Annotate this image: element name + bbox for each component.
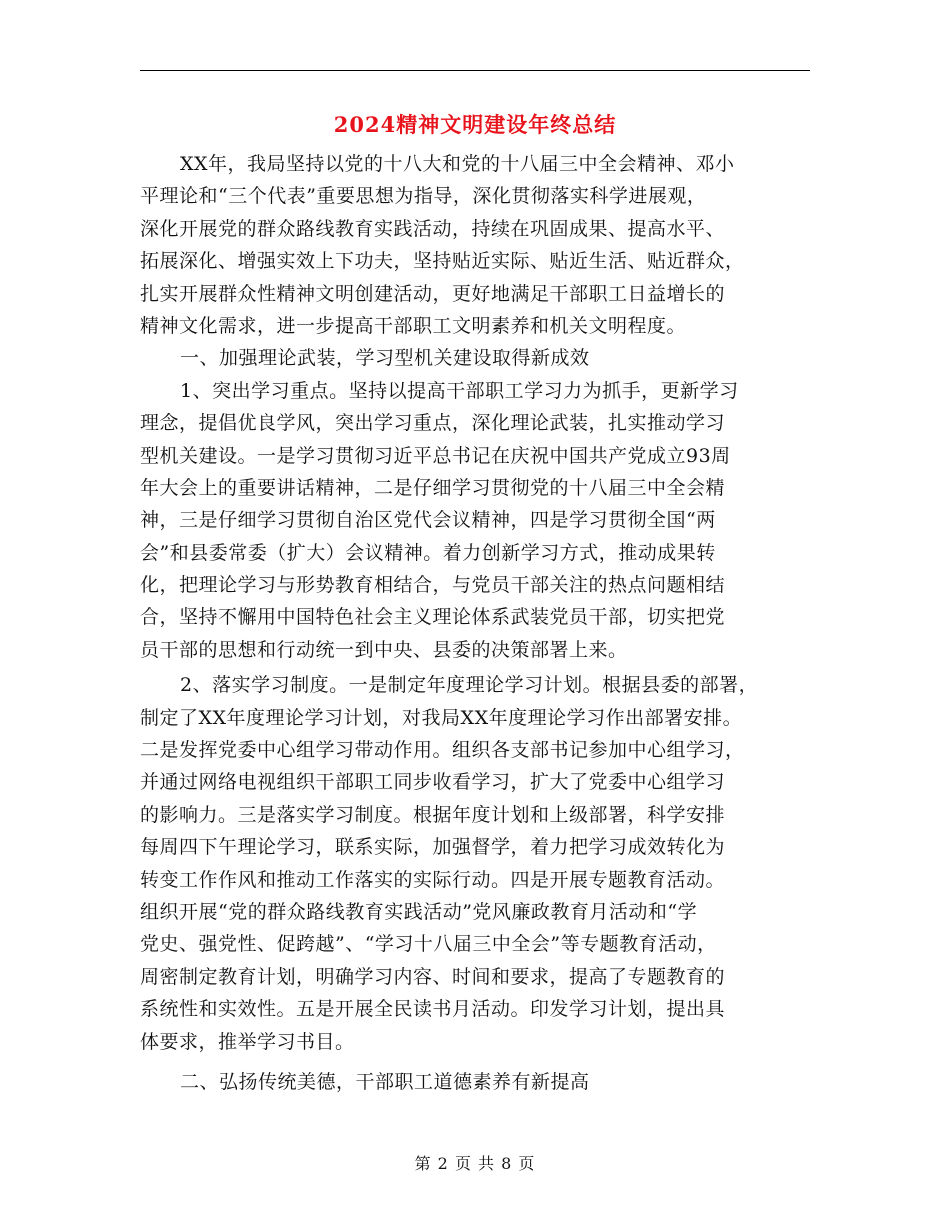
- paragraph-line: 周密制定教育计划，明确学习内容、时间和要求，提高了专题教育的: [140, 965, 726, 988]
- paragraph-line: 会”和县委常委（扩大）会议精神。着力创新学习方式，推动成果转: [140, 541, 716, 564]
- paragraph-line: 深化开展党的群众路线教育实践活动，持续在巩固成果、提高水平、: [140, 217, 726, 240]
- paragraph-line: 每周四下午理论学习，联系实际，加强督学，着力把学习成效转化为: [140, 836, 726, 859]
- paragraph-line: 型机关建设。一是学习贯彻习近平总书记在庆祝中国共产党成立93周: [140, 444, 731, 467]
- section-heading: 二、弘扬传统美德，干部职工道德素养有新提高: [180, 1070, 590, 1093]
- paragraph-line: 二是发挥党委中心组学习带动作用。组织各支部书记参加中心组学习，: [140, 739, 745, 762]
- paragraph-line: 合，坚持不懈用中国特色社会主义理论体系武装党员干部，切实把党: [140, 606, 726, 629]
- paragraph-line: 并通过网络电视组织干部职工同步收看学习，扩大了党委中心组学习: [140, 771, 726, 794]
- paragraph-line: 1、突出学习重点。坚持以提高干部职工学习力为抓手，更新学习: [180, 379, 739, 402]
- paragraph-line: 的影响力。三是落实学习制度。根据年度计划和上级部署，科学安排: [140, 803, 726, 826]
- document-body: [140, 148, 810, 1098]
- paragraph-line: 化，把理论学习与形势教育相结合，与党员干部关注的热点问题相结: [140, 574, 726, 597]
- paragraph-line: 党史、强党性、促跨越”、“学习十八届三中全会”等专题教育活动，: [140, 933, 717, 956]
- paragraph-line: 2、落实学习制度。一是制定年度理论学习计划。根据县委的部署，: [180, 674, 759, 697]
- paragraph-line: 拓展深化、增强实效上下功夫，坚持贴近实际、贴近生活、贴近群众，: [140, 250, 745, 273]
- paragraph-line: 体要求，推举学习书目。: [140, 1030, 355, 1053]
- header-rule: [140, 70, 810, 71]
- paragraph-line: 理念，提倡优良学风，突出学习重点，深化理论武装，扎实推动学习: [140, 412, 726, 435]
- paragraph-line: 转变工作作风和推动工作落实的实际行动。四是开展专题教育活动。: [140, 868, 726, 891]
- paragraph-line: 员干部的思想和行动统一到中央、县委的决策部署上来。: [140, 638, 628, 661]
- page-number-footer: 第 2 页 共 8 页: [414, 1154, 536, 1173]
- paragraph-line: XX年，我局坚持以党的十八大和党的十八届三中全会精神、邓小: [180, 153, 735, 175]
- paragraph-line: 年大会上的重要讲话精神，二是仔细学习贯彻党的十八届三中全会精: [140, 476, 726, 499]
- paragraph-line: 制定了XX年度理论学习计划，对我局XX年度理论学习作出部署安排。: [140, 706, 743, 729]
- document-title: 2024精神文明建设年终总结: [333, 112, 617, 137]
- paragraph-line: 组织开展“党的群众路线教育实践活动”党风廉政教育月活动和“学: [140, 900, 698, 923]
- section-heading: 一、加强理论武装，学习型机关建设取得新成效: [180, 347, 590, 370]
- paragraph-line: 精神文化需求，进一步提高干部职工文明素养和机关文明程度。: [140, 314, 687, 337]
- paragraph-line: 平理论和“三个代表”重要思想为指导，深化贯彻落实科学进展观，: [140, 185, 707, 208]
- paragraph-line: 扎实开展群众性精神文明创建活动，更好地满足干部职工日益增长的: [140, 282, 726, 305]
- paragraph-line: 系统性和实效性。五是开展全民读书月活动。印发学习计划，提出具: [140, 998, 726, 1021]
- paragraph-line: 神，三是仔细学习贯彻自治区党代会议精神，四是学习贯彻全国“两: [140, 509, 716, 532]
